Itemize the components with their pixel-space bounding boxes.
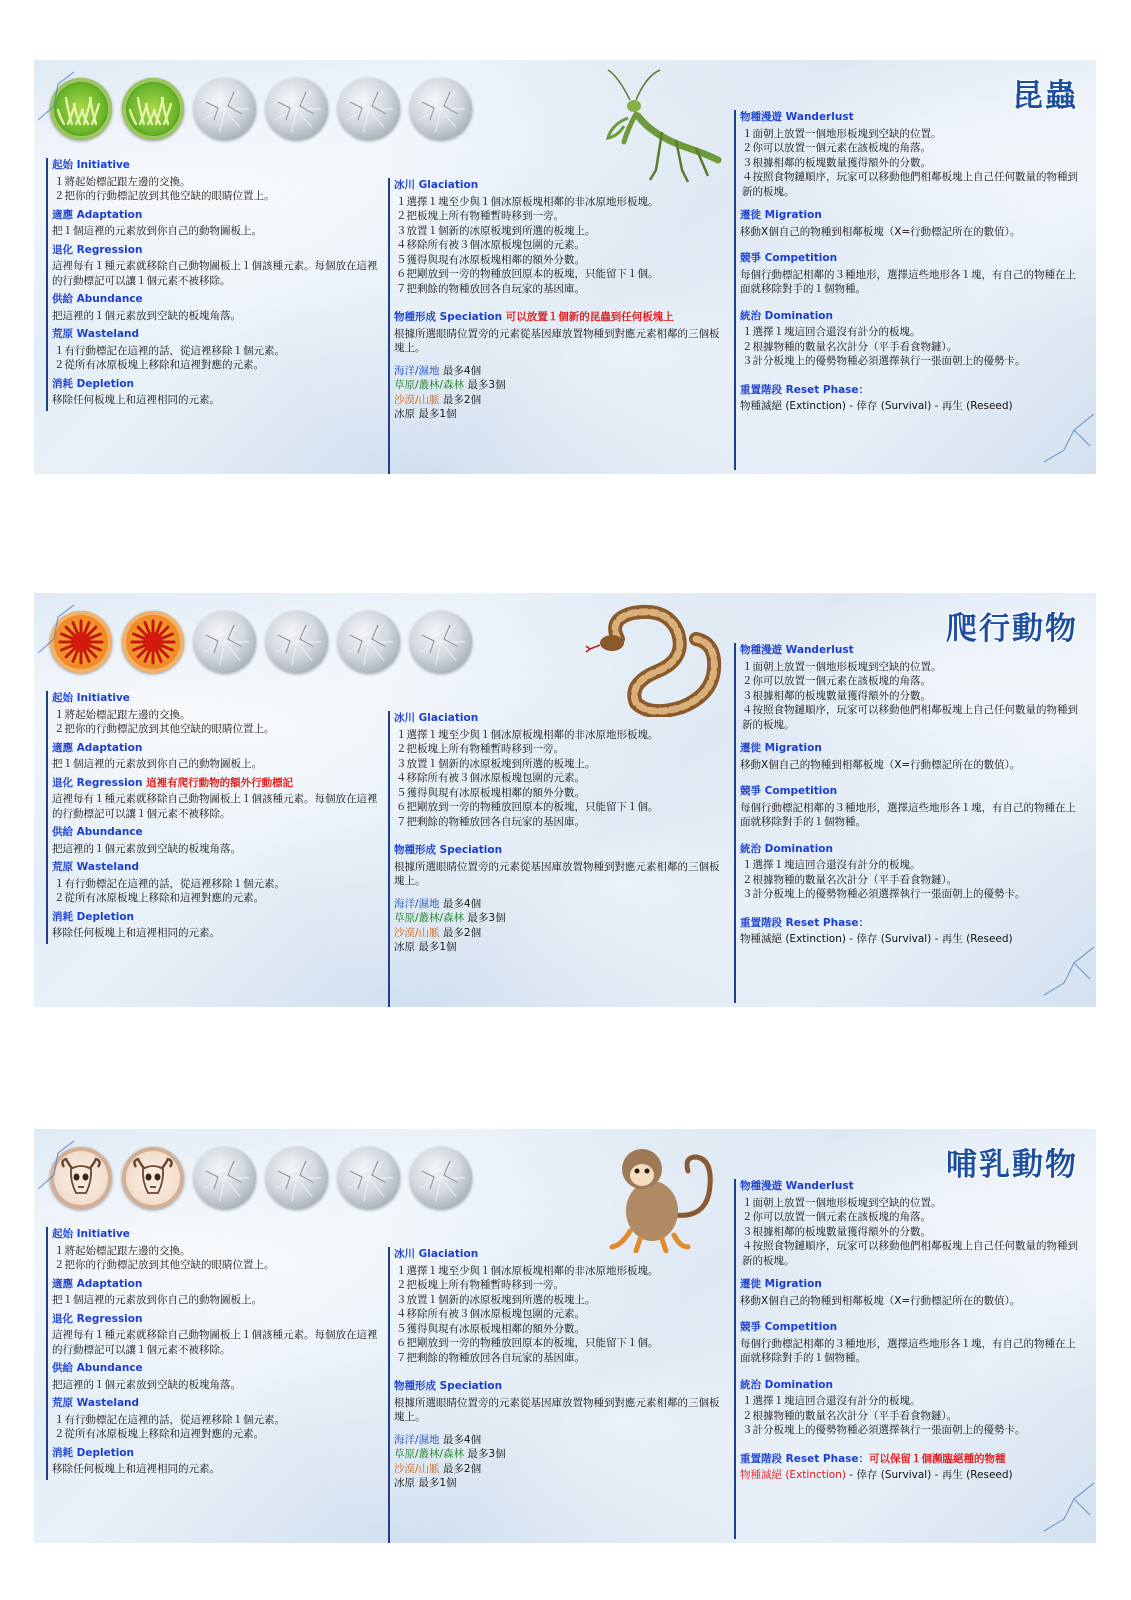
spacer: [740, 1443, 1080, 1448]
spacer: [740, 300, 1080, 305]
ice-token-icon: [410, 1147, 472, 1209]
rule-step: ７把剩餘的物種放回各自玩家的基因庫。: [396, 282, 585, 295]
terrain-limit: 最多3個: [467, 1448, 506, 1460]
section-heading: [52, 1396, 382, 1411]
rule-step: ３放置１個新的冰原板塊到所選的板塊上。: [396, 1293, 596, 1306]
terrain-limit: 最多2個: [442, 393, 482, 406]
section-heading: [52, 1446, 382, 1461]
section-heading-text: 消耗 Depletion: [52, 910, 135, 923]
rule-step: ２從所有冰原板塊上移除和這裡對應的元素。: [54, 1428, 264, 1440]
rule-step: ６把剛放到一旁的物種放回原本的板塊，只能留下１個。: [396, 1337, 659, 1349]
rule-step: １有行動標記在這裡的話，從這裡移除１個元素。: [54, 1413, 285, 1426]
competition-heading: 競爭 Competition: [740, 1321, 838, 1333]
terrain-limit-row: [394, 1447, 724, 1462]
rule-step: ２根據物種的數量名次計分（平手看食物鏈）。: [742, 873, 958, 886]
rule-text: 把１個這裡的元素放到你自己的動物圖板上。: [52, 1294, 262, 1306]
section-heading-text: 供給 Abundance: [52, 293, 143, 305]
spacer: [740, 1311, 1080, 1316]
terrain-limit-row: [394, 926, 724, 941]
rule-step: ５獲得與現有冰原板塊相鄰的額外分數。: [396, 1322, 585, 1335]
ice-token-icon: [266, 78, 328, 140]
section-heading: [52, 208, 382, 223]
section-heading: [52, 1312, 382, 1327]
section-heading-text: 荒原 Wasteland: [52, 1397, 140, 1409]
spacer: [740, 242, 1080, 247]
domination-heading: 統治 Domination: [740, 309, 833, 322]
speciation-heading: [394, 310, 724, 325]
rule-step: １將起始標記跟左邊的交換。: [54, 708, 191, 721]
action-column-left: [46, 1227, 382, 1480]
rule-step: ４按照食物鏈順序，玩家可以移動他們相鄰板塊上自己任何數量的物種到新的板塊。: [742, 1240, 1078, 1267]
rule-step: １選擇１塊至少與１個冰原板塊相鄰的非冰原地形板塊。: [396, 728, 659, 741]
section-heading-text: 供給 Abundance: [52, 1362, 143, 1374]
terrain-limit-row: [394, 378, 724, 393]
terrain-limit: 最多2個: [442, 926, 482, 939]
section-heading-text: 消耗 Depletion: [52, 1446, 135, 1459]
rule-step: ４按照食物鏈順序，玩家可以移動他們相鄰板塊上自己任何數量的物種到新的板塊。: [742, 704, 1078, 731]
competition-heading: 競爭 Competition: [740, 252, 838, 264]
rule-step: ２把板塊上所有物種暫時移到一旁。: [396, 1279, 564, 1291]
rule-step: ３放置１個新的冰原板塊到所選的板塊上。: [396, 224, 596, 237]
rule-text: 這裡每有１種元素就移除自己動物圖板上１個該種元素。每個放在這裡的行動標記可以讓１個元素不被移除。: [52, 1329, 378, 1356]
section-heading: [52, 243, 382, 258]
grass-token-icon: [122, 78, 184, 140]
rule-step: １選擇１塊至少與１個冰原板塊相鄰的非冰原地形板塊。: [396, 195, 659, 208]
terrain-limit-row: [394, 1476, 724, 1491]
section-heading-text: 退化 Regression: [52, 243, 143, 256]
action-column-left: [46, 691, 382, 944]
card-title: 昆蟲: [1012, 78, 1078, 114]
rule-step: ３計分板塊上的優勢物種必須選擇執行一張面朝上的優勢卡。: [742, 355, 1026, 367]
migration-heading: 遷徙 Migration: [740, 1278, 822, 1290]
terrain-name: 草原/叢林/森林: [394, 912, 465, 924]
terrain-limit: 最多2個: [442, 1462, 482, 1475]
speciation-heading: [394, 1379, 724, 1394]
rule-step: ５獲得與現有冰原板塊相鄰的額外分數。: [396, 786, 585, 799]
rule-step: １將起始標記跟左邊的交換。: [54, 175, 191, 188]
spacer: [740, 907, 1080, 912]
terrain-limit-row: [394, 407, 724, 422]
wanderlust-heading: 物種漫遊 Wanderlust: [740, 644, 854, 656]
ice-token-icon: [194, 78, 256, 140]
action-column-right: [734, 643, 1080, 1003]
terrain-limit-row: [394, 911, 724, 926]
rule-text: 移除任何板塊上和這裡相同的元素。: [52, 1463, 220, 1475]
rule-text: 每個行動標記相鄰的３種地形，選擇這些地形各１塊，有自己的物種在上面就移除對手的１個物種。: [740, 1337, 1076, 1364]
card-title: 爬行動物: [946, 611, 1078, 647]
section-heading: [52, 377, 382, 392]
rule-step: ２你可以放置一個元素在該板塊的角落。: [742, 675, 931, 687]
rule-step: ７把剩餘的物種放回各自玩家的基因庫。: [396, 1351, 585, 1364]
terrain-limit: 最多3個: [467, 379, 506, 391]
reset-phase-heading-text: 重置階段 Reset Phase：: [740, 383, 870, 396]
rule-step: ２把板塊上所有物種暫時移到一旁。: [396, 210, 564, 222]
action-column-left: [46, 158, 382, 411]
skull-token-icon: [122, 1147, 184, 1209]
terrain-limit: 最多1個: [418, 941, 457, 953]
rule-step: ４按照食物鏈順序，玩家可以移動他們相鄰板塊上自己任何數量的物種到新的板塊。: [742, 171, 1078, 198]
spacer: [740, 732, 1080, 737]
section-heading: [52, 292, 382, 307]
section-heading-note: 這裡有爬行動物的額外行動標記: [146, 776, 294, 789]
action-column-right: [734, 110, 1080, 470]
terrain-limit: 最多4個: [442, 897, 482, 910]
rule-step: ４移除所有被３個冰原板塊包圍的元素。: [396, 772, 585, 784]
reset-phase-steps: [740, 399, 1080, 414]
rule-step: ２把你的行動標記放到其他空缺的眼睛位置上。: [54, 723, 275, 735]
terrain-limit: 最多4個: [442, 1433, 482, 1446]
reset-phase-heading-text: 重置階段 Reset Phase：: [740, 916, 870, 929]
reset-phase-steps: [740, 1468, 1080, 1483]
ice-token-icon: [410, 78, 472, 140]
terrain-name: 海洋/濕地: [394, 1433, 440, 1446]
rule-text: 把這裡的１個元素放到空缺的板塊角落。: [52, 1378, 241, 1391]
card-insect: [34, 60, 1096, 474]
ice-token-icon: [194, 1147, 256, 1209]
reset-extinction: 物種滅絕 (Extinction): [740, 1469, 846, 1481]
reset-phase-heading: [740, 916, 1080, 931]
spacer: [740, 833, 1080, 838]
rule-text: 移動X個自己的物種到相鄰板塊（X=行動標記所在的數值）。: [740, 225, 1021, 238]
rule-step: ３根據相鄰的板塊數量獲得額外的分數。: [742, 689, 931, 702]
sun-token-icon: [122, 611, 184, 673]
rule-text: 移動X個自己的物種到相鄰板塊（X=行動標記所在的數值）。: [740, 758, 1021, 771]
terrain-limit-row: [394, 897, 724, 912]
spacer: [740, 1369, 1080, 1374]
card-mammal: [34, 1129, 1096, 1543]
wanderlust-heading: 物種漫遊 Wanderlust: [740, 1180, 854, 1192]
rule-text: 把這裡的１個元素放到空缺的板塊角落。: [52, 842, 241, 855]
terrain-limit: 最多1個: [418, 1477, 457, 1489]
terrain-name: 冰原: [394, 941, 415, 953]
rule-step: １面朝上放置一個地形板塊到空缺的位置。: [742, 660, 942, 673]
reset-extinction: 物種滅絕 (Extinction): [740, 400, 846, 412]
ice-crack: [1034, 410, 1094, 470]
rule-step: １選擇１塊這回合還沒有計分的板塊。: [742, 1395, 921, 1407]
rule-step: ３根據相鄰的板塊數量獲得額外的分數。: [742, 1225, 931, 1238]
rule-text: 移除任何板塊上和這裡相同的元素。: [52, 394, 220, 406]
rule-text: 每個行動標記相鄰的３種地形，選擇這些地形各１塊，有自己的物種在上面就移除對手的１個物種。: [740, 801, 1076, 828]
glaciation-heading: 冰川 Glaciation: [394, 712, 479, 724]
section-heading-text: 適應 Adaptation: [52, 208, 143, 221]
rule-step: ３計分板塊上的優勢物種必須選擇執行一張面朝上的優勢卡。: [742, 888, 1026, 900]
action-column-middle: [388, 711, 724, 1007]
rule-text: 根據所選眼睛位置旁的元素從基因庫放置物種到對應元素相鄰的三個板塊上。: [394, 1396, 720, 1423]
ice-token-icon: [338, 611, 400, 673]
section-heading: [52, 1277, 382, 1292]
section-heading-text: 適應 Adaptation: [52, 741, 143, 754]
wanderlust-heading: 物種漫遊 Wanderlust: [740, 111, 854, 123]
rule-text: 把這裡的１個元素放到空缺的板塊角落。: [52, 309, 241, 322]
rule-step: １有行動標記在這裡的話，從這裡移除１個元素。: [54, 877, 285, 890]
reset-extinction: 物種滅絕 (Extinction): [740, 933, 846, 945]
rule-step: ７把剩餘的物種放回各自玩家的基因庫。: [396, 815, 585, 828]
rule-step: ２根據物種的數量名次計分（平手看食物鏈）。: [742, 1409, 958, 1422]
terrain-limit: 最多3個: [467, 912, 506, 924]
rule-step: ２把你的行動標記放到其他空缺的眼睛位置上。: [54, 190, 275, 202]
rule-step: １選擇１塊至少與１個冰原板塊相鄰的非冰原地形板塊。: [396, 1264, 659, 1277]
migration-heading: 遷徙 Migration: [740, 209, 822, 221]
ice-crack: [1034, 1479, 1094, 1539]
rule-text: 移除任何板塊上和這裡相同的元素。: [52, 927, 220, 939]
section-heading-text: 消耗 Depletion: [52, 377, 135, 390]
rule-step: ６把剛放到一旁的物種放回原本的板塊，只能留下１個。: [396, 801, 659, 813]
section-heading: [52, 691, 382, 706]
terrain-name: 冰原: [394, 1477, 415, 1489]
reset-phase-heading-text: 重置階段 Reset Phase：: [740, 1452, 870, 1465]
terrain-limit-row: [394, 393, 724, 408]
rule-step: １面朝上放置一個地形板塊到空缺的位置。: [742, 1196, 942, 1209]
terrain-name: 沙漠/山脈: [394, 926, 440, 939]
rule-step: ５獲得與現有冰原板塊相鄰的額外分數。: [396, 253, 585, 266]
spacer: [394, 301, 724, 306]
rule-text: 把１個這裡的元素放到你自己的動物圖板上。: [52, 225, 262, 237]
terrain-name: 海洋/濕地: [394, 897, 440, 910]
reset-phase-note: 可以保留１個瀕臨絕種的物種: [869, 1452, 1006, 1465]
section-heading-text: 供給 Abundance: [52, 826, 143, 838]
ice-token-icon: [266, 611, 328, 673]
reset-phase-heading: [740, 383, 1080, 398]
section-heading: [52, 158, 382, 173]
rule-step: ６把剛放到一旁的物種放回原本的板塊，只能留下１個。: [396, 268, 659, 280]
rule-step: １選擇１塊這回合還沒有計分的板塊。: [742, 326, 921, 338]
spacer: [740, 199, 1080, 204]
reset-rest: - 倖存 (Survival) - 再生 (Reseed): [845, 933, 1013, 945]
reset-rest: - 倖存 (Survival) - 再生 (Reseed): [845, 400, 1013, 412]
ice-crack: [38, 603, 78, 663]
section-heading-text: 起始 Initiative: [52, 159, 130, 171]
spacer: [740, 775, 1080, 780]
section-heading-text: 起始 Initiative: [52, 692, 130, 704]
ice-token-icon: [410, 611, 472, 673]
rule-text: 每個行動標記相鄰的３種地形，選擇這些地形各１塊，有自己的物種在上面就移除對手的１個物種。: [740, 268, 1076, 295]
action-column-right: [734, 1179, 1080, 1539]
terrain-name: 冰原: [394, 408, 415, 420]
terrain-name: 海洋/濕地: [394, 364, 440, 377]
section-heading-text: 適應 Adaptation: [52, 1277, 143, 1290]
terrain-name: 沙漠/山脈: [394, 393, 440, 406]
ice-crack: [1034, 943, 1094, 1003]
rule-step: ４移除所有被３個冰原板塊包圍的元素。: [396, 1308, 585, 1320]
rule-step: ２你可以放置一個元素在該板塊的角落。: [742, 142, 931, 154]
section-heading: [52, 860, 382, 875]
section-heading: [52, 910, 382, 925]
rule-step: ３根據相鄰的板塊數量獲得額外的分數。: [742, 156, 931, 169]
rule-step: ２你可以放置一個元素在該板塊的角落。: [742, 1211, 931, 1223]
domination-heading: 統治 Domination: [740, 1378, 833, 1391]
terrain-limit-row: [394, 1462, 724, 1477]
speciation-heading-text: 物種形成 Speciation: [394, 311, 503, 323]
rule-text: 根據所選眼睛位置旁的元素從基因庫放置物種到對應元素相鄰的三個板塊上。: [394, 860, 720, 887]
rule-text: 這裡每有１種元素就移除自己動物圖板上１個該種元素。每個放在這裡的行動標記可以讓１個元素不被移除。: [52, 793, 378, 820]
rule-step: ２從所有冰原板塊上移除和這裡對應的元素。: [54, 359, 264, 371]
card-reptile: [34, 593, 1096, 1007]
spacer: [394, 834, 724, 839]
rule-text: 把１個這裡的元素放到你自己的動物圖板上。: [52, 758, 262, 770]
rule-step: １選擇１塊這回合還沒有計分的板塊。: [742, 859, 921, 871]
ice-token-icon: [338, 1147, 400, 1209]
section-heading: [52, 741, 382, 756]
monkey-icon: [578, 1135, 728, 1253]
rule-text: 移動X個自己的物種到相鄰板塊（X=行動標記所在的數值）。: [740, 1294, 1021, 1307]
spacer: [740, 1268, 1080, 1273]
reset-phase-heading: [740, 1452, 1080, 1467]
spacer: [394, 1370, 724, 1375]
glaciation-heading: 冰川 Glaciation: [394, 1248, 479, 1260]
rule-step: ２把你的行動標記放到其他空缺的眼睛位置上。: [54, 1259, 275, 1271]
section-heading: [52, 1227, 382, 1242]
rule-step: １面朝上放置一個地形板塊到空缺的位置。: [742, 127, 942, 140]
reset-phase-steps: [740, 932, 1080, 947]
rule-step: ３計分板塊上的優勢物種必須選擇執行一張面朝上的優勢卡。: [742, 1424, 1026, 1436]
snake-icon: [578, 599, 728, 717]
terrain-limit-row: [394, 940, 724, 955]
section-heading-text: 起始 Initiative: [52, 1228, 130, 1240]
migration-heading: 遷徙 Migration: [740, 742, 822, 754]
section-heading: [52, 1361, 382, 1376]
ice-crack: [38, 1139, 78, 1199]
rule-text: 這裡每有１種元素就移除自己動物圖板上１個該種元素。每個放在這裡的行動標記可以讓１個元素不被移除。: [52, 260, 378, 287]
speciation-note: 可以放置１個新的昆蟲到任何板塊上: [505, 311, 674, 323]
ice-crack: [38, 70, 78, 130]
mantis-icon: [578, 66, 728, 184]
card-title: 哺乳動物: [946, 1147, 1078, 1183]
terrain-limit-row: [394, 1433, 724, 1448]
speciation-heading-text: 物種形成 Speciation: [394, 844, 503, 856]
terrain-limit: 最多4個: [442, 364, 482, 377]
speciation-heading-text: 物種形成 Speciation: [394, 1380, 503, 1392]
rule-step: １有行動標記在這裡的話，從這裡移除１個元素。: [54, 344, 285, 357]
ice-token-icon: [194, 611, 256, 673]
rule-step: ２把板塊上所有物種暫時移到一旁。: [396, 743, 564, 755]
domination-heading: 統治 Domination: [740, 842, 833, 855]
section-heading: [52, 327, 382, 342]
rule-step: ３放置１個新的冰原板塊到所選的板塊上。: [396, 757, 596, 770]
rule-step: １將起始標記跟左邊的交換。: [54, 1244, 191, 1257]
rule-text: 根據所選眼睛位置旁的元素從基因庫放置物種到對應元素相鄰的三個板塊上。: [394, 327, 720, 354]
rule-step: ４移除所有被３個冰原板塊包圍的元素。: [396, 239, 585, 251]
rule-step: ２從所有冰原板塊上移除和這裡對應的元素。: [54, 892, 264, 904]
section-heading-text: 荒原 Wasteland: [52, 861, 140, 873]
section-heading: [52, 776, 382, 791]
reset-rest: - 倖存 (Survival) - 再生 (Reseed): [845, 1469, 1013, 1481]
terrain-limit-row: [394, 364, 724, 379]
glaciation-heading: 冰川 Glaciation: [394, 179, 479, 191]
ice-token-icon: [338, 78, 400, 140]
terrain-name: 沙漠/山脈: [394, 1462, 440, 1475]
section-heading-text: 退化 Regression: [52, 776, 143, 789]
action-column-middle: [388, 1247, 724, 1543]
section-heading-text: 荒原 Wasteland: [52, 328, 140, 340]
rule-step: ２根據物種的數量名次計分（平手看食物鏈）。: [742, 340, 958, 353]
section-heading: [52, 825, 382, 840]
spacer: [740, 374, 1080, 379]
section-heading-text: 退化 Regression: [52, 1312, 143, 1325]
ice-token-icon: [266, 1147, 328, 1209]
speciation-heading: [394, 843, 724, 858]
terrain-limit: 最多1個: [418, 408, 457, 420]
terrain-name: 草原/叢林/森林: [394, 1448, 465, 1460]
action-column-middle: [388, 178, 724, 474]
competition-heading: 競爭 Competition: [740, 785, 838, 797]
terrain-name: 草原/叢林/森林: [394, 379, 465, 391]
